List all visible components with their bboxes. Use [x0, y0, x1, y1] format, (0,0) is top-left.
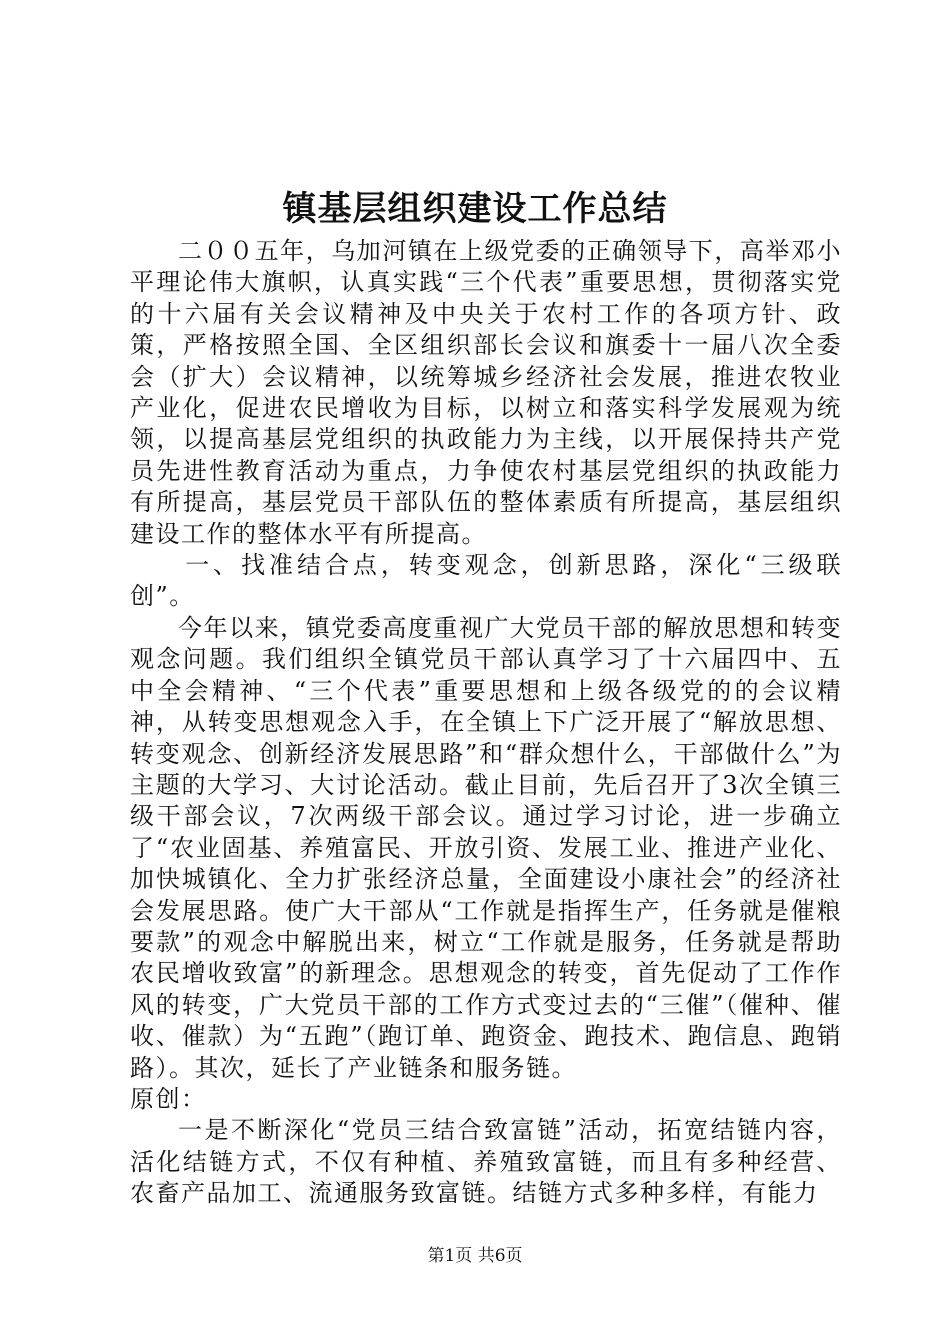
section-heading-1: 一、找准结合点，转变观念，创新思路，深化“三级联创”。 [130, 551, 842, 611]
document-title: 镇基层组织建设工作总结 [282, 189, 668, 229]
page-number: 第1页 共6页 [427, 1246, 523, 1266]
document-body [130, 236, 842, 1210]
paragraph-item-1: 一是不断深化“党员三结合致富链”活动，拓宽结链内容，活化结链方式，不仅有种植、养殖致富链，而且有多种经营、农畜产品加工、流通服务致富链。结链方式多种多样，有能力 [130, 1116, 842, 1208]
paragraph-section-1: 今年以来，镇党委高度重视广大党员干部的解放思想和转变观念问题。我们组织全镇党员干部认真学习了十六届四中、五中全会精神、“三个代表”重要思想和上级各级党的的会议精神，从转变思想观念入手，在全镇上下广泛开展了“解放思想、转变观念、创新经济发展思路”和“群众想什么，干部做什么”为主题的大学习、大讨论活动。截止目前，先后召开了3次全镇三级干部会议，7次两级干部会议。通过学习讨论，进一步确立了“农业固基、养殖富民、开放引资、发展工业、推进产业化、加快城镇化、全力扩张经济总量，全面建设小康社会”的经济社会发展思路。使广大干部从“工作就是指挥生产，任务就是催粮要款”的观念中解脱出来，树立“工作就是服务，任务就是帮助农民增收致富”的新理念。思想观念的转变，首先促动了工作作风的转变，广大党员干部的工作方式变过去的“三催”（催种、催收、催款）为“五跑”（跑订单、跑资金、跑技术、跑信息、跑销路）。其次，延长了产业链条和服务链。 [130, 613, 842, 1082]
original-label: 原创： [130, 1084, 207, 1113]
paragraph-intro: 二００五年，乌加河镇在上级党委的正确领导下，高举邓小平理论伟大旗帜，认真实践“三个代表”重要思想，贯彻落实党的十六届有关会议精神及中央关于农村工作的各项方针、政策，严格按照全国、全区组织部长会议和旗委十一届八次全委会（扩大）会议精神，以统筹城乡经济社会发展，推进农牧业产业化，促进农民增收为目标，以树立和落实科学发展观为统领，以提高基层党组织的执政能力为主线，以开展保持共产党员先进性教育活动为重点，力争使农村基层党组织的执政能力有所提高，基层党员干部队伍的整体素质有所提高，基层组织建设工作的整体水平有所提高。 [130, 237, 842, 548]
